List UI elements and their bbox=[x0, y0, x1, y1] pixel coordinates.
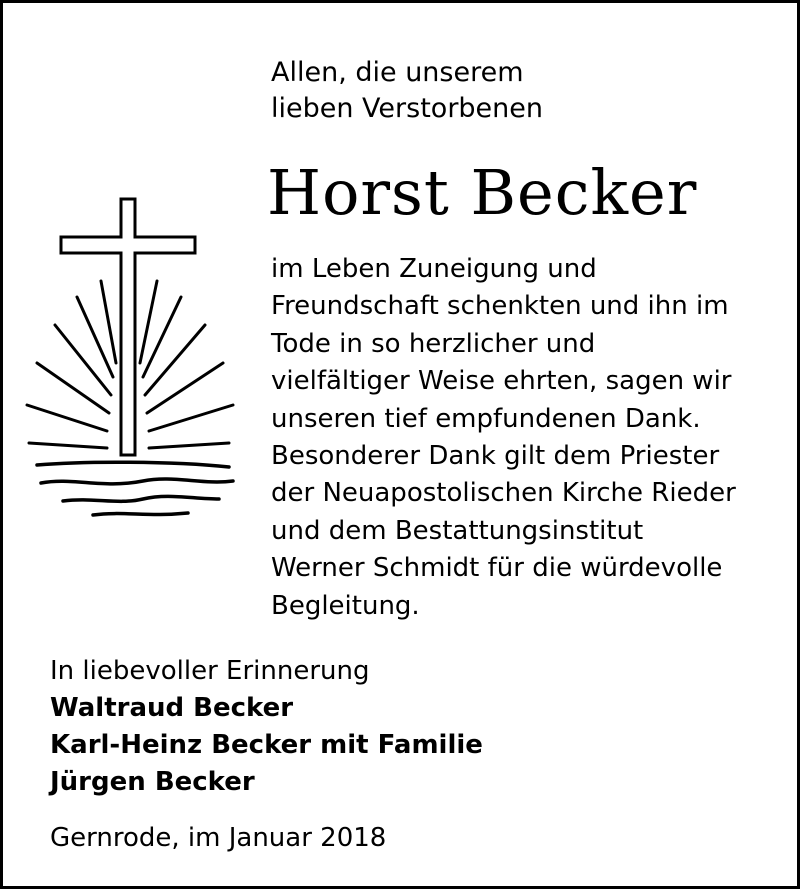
ray bbox=[29, 443, 107, 448]
cross-sunrise-icon bbox=[23, 193, 253, 523]
ray bbox=[149, 443, 229, 448]
ray bbox=[149, 405, 233, 431]
body-line: Freundschaft schenkten und ihn im bbox=[271, 291, 729, 322]
deceased-name: Horst Becker bbox=[267, 156, 698, 229]
ray bbox=[143, 297, 181, 377]
closing-line: In liebevoller Erinnerung bbox=[50, 656, 370, 686]
intro-text bbox=[271, 55, 543, 127]
cross-shape bbox=[61, 199, 195, 455]
ray bbox=[145, 325, 205, 395]
wave bbox=[37, 462, 229, 467]
ray bbox=[101, 281, 116, 363]
body-line: vielfältiger Weise ehrten, sagen wir bbox=[271, 366, 732, 397]
ray bbox=[55, 325, 111, 395]
body-line: Tode in so herzlicher und bbox=[271, 328, 596, 359]
thanks-text bbox=[271, 251, 736, 625]
place-date: Gernrode, im Januar 2018 bbox=[50, 823, 387, 853]
ray bbox=[37, 363, 109, 413]
wave bbox=[93, 513, 188, 515]
signatory: Jürgen Becker bbox=[50, 767, 255, 797]
wave bbox=[63, 496, 219, 501]
signatory: Waltraud Becker bbox=[50, 693, 294, 723]
intro-line: Allen, die unserem bbox=[271, 57, 524, 88]
body-line: der Neuapostolischen Kirche Rieder bbox=[271, 478, 736, 509]
signatory: Karl-Heinz Becker mit Familie bbox=[50, 730, 483, 760]
closing-block bbox=[50, 653, 483, 801]
body-line: unseren tief empfundenen Dank. bbox=[271, 403, 701, 434]
body-line: Begleitung. bbox=[271, 590, 420, 621]
intro-line: lieben Verstorbenen bbox=[271, 93, 544, 124]
body-line: Werner Schmidt für die würdevolle bbox=[271, 553, 723, 584]
body-line: im Leben Zuneigung und bbox=[271, 254, 597, 284]
wave bbox=[41, 479, 233, 484]
ray bbox=[27, 405, 107, 431]
ray bbox=[147, 363, 223, 413]
body-line: Besonderer Dank gilt dem Priester bbox=[271, 441, 720, 472]
body-line: und dem Bestattungsinstitut bbox=[271, 515, 644, 546]
